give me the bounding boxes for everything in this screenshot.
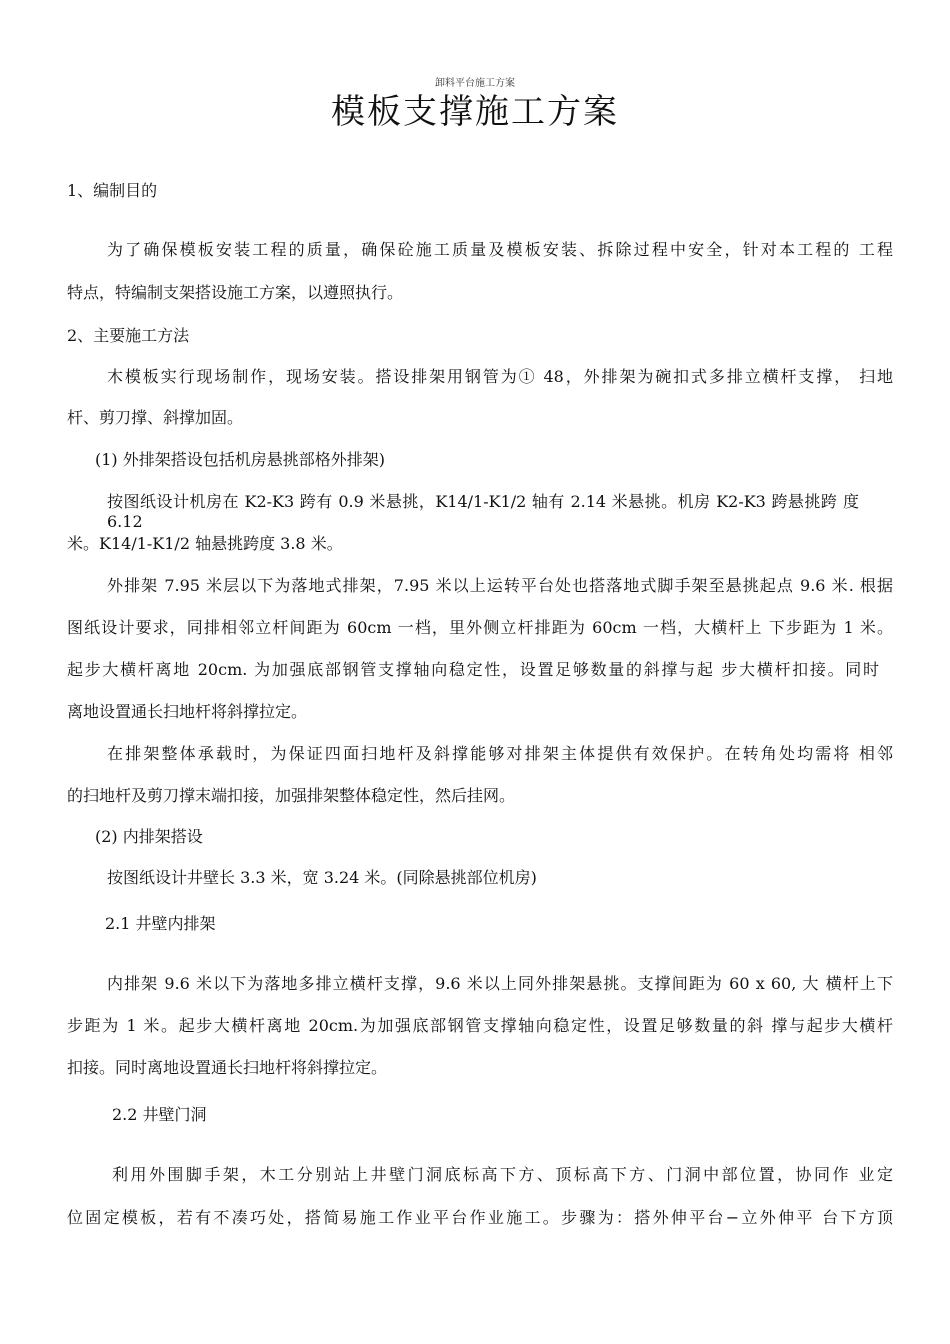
paragraph-line: 位固定模板，若有不凑巧处，搭简易施工作业平台作业施工。步骤为：搭外伸平台−立外伸平 台下方顶 bbox=[67, 1208, 893, 1227]
paragraph-line: 的扫地杆及剪刀撑末端扣接，加强排架整体稳定性，然后挂网。 bbox=[67, 786, 516, 805]
paragraph-line: 起步大横杆离地 20cm. 为加强底部钢管支撑轴向稳定性，设置足够数量的斜撑与起 步大横杆扣接。同时 bbox=[67, 660, 879, 679]
paragraph-line: 步距为 1 米。起步大横杆离地 20cm.为加强底部钢管支撑轴向稳定性，设置足够数量的斜 撑与起步大横杆 bbox=[67, 1016, 893, 1035]
paragraph-line: 木模板实行现场制作，现场安装。搭设排架用钢管为① 48，外排架为碗扣式多排立横杆支撑， 扫地 bbox=[107, 367, 893, 386]
paragraph-line: 米。K14/1-K1/2 轴悬挑跨度 3.8 米。 bbox=[67, 534, 343, 553]
paragraph-line: 外排架 7.95 米层以下为落地式排架，7.95 米以上运转平台处也搭落地式脚手架至悬挑起点 9.6 米. 根据 bbox=[107, 576, 893, 595]
paragraph-line: 扣接。同时离地设置通长扫地杆将斜撑拉定。 bbox=[67, 1058, 388, 1077]
subsection-heading: 2.1 井壁内排架 bbox=[105, 914, 216, 933]
paragraph-line: 图纸设计要求，同排相邻立杆间距为 60cm 一档，里外侧立杆排距为 60cm 一档，大横杆上 下步距为 1 米。 bbox=[67, 618, 893, 637]
paragraph-line: 按图纸设计机房在 K2-K3 跨有 0.9 米悬挑，K14/1-K1/2 轴有 2.14 米悬挑。机房 K2-K3 跨悬挑跨 度 6.12 bbox=[107, 492, 859, 531]
subsection-heading: (2) 内排架搭设 bbox=[95, 827, 203, 846]
subsection-heading: 2.2 井壁门洞 bbox=[112, 1105, 207, 1124]
section-heading: 1、编制目的 bbox=[67, 181, 158, 200]
paragraph-line: 在排架整体承载时，为保证四面扫地杆及斜撑能够对排架主体提供有效保护。在转角处均需将 相邻 bbox=[107, 744, 893, 763]
paragraph-line: 内排架 9.6 米以下为落地多排立横杆支撑，9.6 米以上同外排架悬挑。支撑间距为 60 x 60, 大 横杆上下 bbox=[107, 974, 893, 993]
section-heading: 2、主要施工方法 bbox=[67, 326, 190, 345]
page-title: 模板支撑施工方案 bbox=[331, 92, 619, 132]
paragraph-line: 为了确保模板安装工程的质量，确保砼施工质量及模板安装、拆除过程中安全，针对本工程的 工程 bbox=[107, 240, 893, 259]
paragraph-line: 利用外围脚手架，木工分别站上井壁门洞底标高下方、顶标高下方、门洞中部位置，协同作 业定 bbox=[112, 1165, 893, 1184]
running-header: 卸料平台施工方案 bbox=[435, 78, 515, 89]
paragraph-line: 按图纸设计井壁长 3.3 米，宽 3.24 米。(同除悬挑部位机房) bbox=[107, 868, 537, 887]
paragraph-line: 杆、剪刀撑、斜撑加固。 bbox=[67, 408, 244, 427]
paragraph-line: 特点，特编制支架搭设施工方案，以遵照执行。 bbox=[67, 283, 404, 302]
paragraph-line: 离地设置通长扫地杆将斜撑拉定。 bbox=[67, 702, 308, 721]
subsection-heading: (1) 外排架搭设包括机房悬挑部格外排架) bbox=[95, 450, 385, 469]
